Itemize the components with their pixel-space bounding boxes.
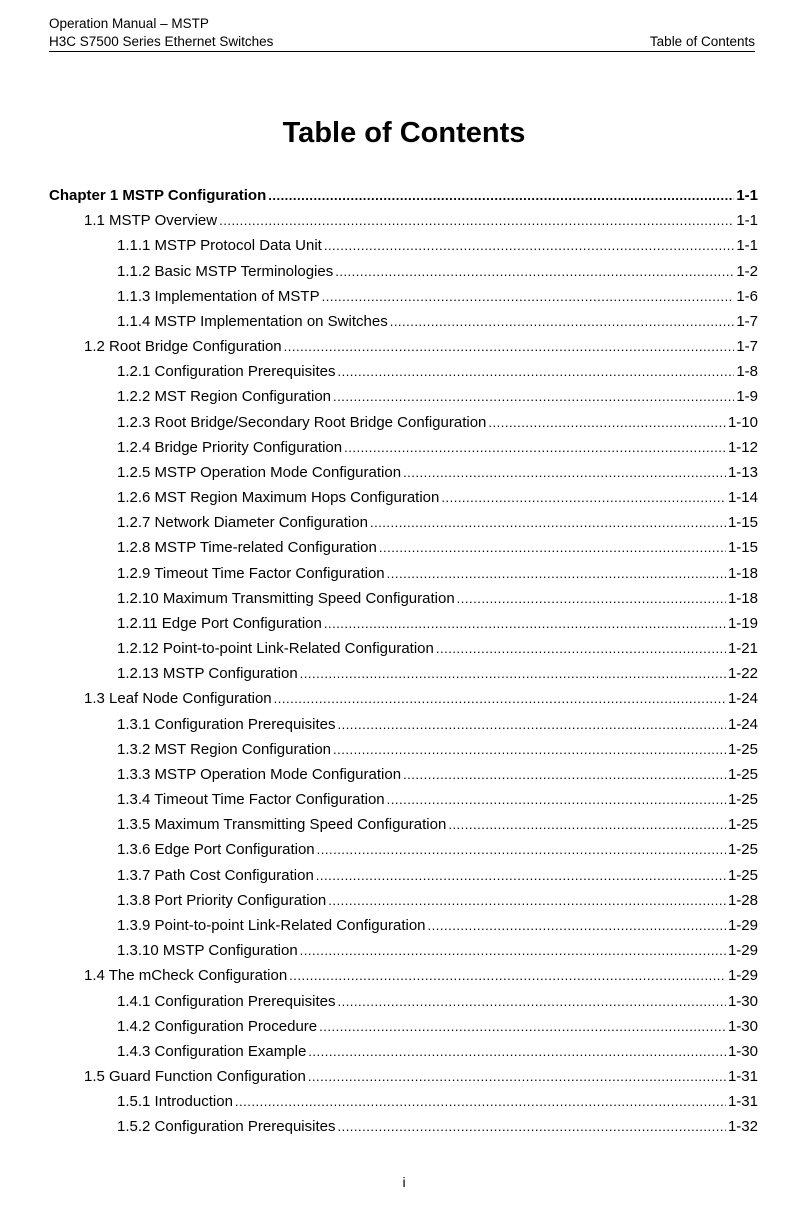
toc-entry[interactable] xyxy=(49,816,758,841)
toc-entry-page: 1-21 xyxy=(727,640,758,658)
toc-dot-leader xyxy=(457,591,726,606)
header-line-2 xyxy=(49,34,755,50)
toc-entry-label: 1.3.8 Port Priority Configuration xyxy=(117,891,327,909)
toc-entry-page: 1-8 xyxy=(736,363,758,381)
toc-entry-page: 1-30 xyxy=(727,992,758,1010)
toc-entry-page: 1-25 xyxy=(727,740,758,758)
toc-entry-page: 1-25 xyxy=(727,841,758,859)
toc-entry-page: 1-18 xyxy=(727,589,758,607)
toc-entry[interactable] xyxy=(49,791,758,816)
toc-dot-leader xyxy=(316,868,726,883)
toc-dot-leader xyxy=(328,893,726,908)
toc-entry-label: 1.2.9 Timeout Time Factor Configuration xyxy=(117,564,385,582)
toc-entry-page: 1-15 xyxy=(727,539,758,557)
toc-entry[interactable] xyxy=(49,1068,758,1093)
toc-dot-leader xyxy=(387,566,726,581)
toc-entry-page: 1-31 xyxy=(727,1068,758,1086)
toc-dot-leader xyxy=(337,364,734,379)
toc-entry[interactable] xyxy=(49,615,758,640)
toc-entry-label: 1.2 Root Bridge Configuration xyxy=(84,338,282,356)
toc-dot-leader xyxy=(268,188,734,203)
toc-entry[interactable] xyxy=(49,263,758,288)
toc-entry-label: 1.3.3 MSTP Operation Mode Configuration xyxy=(117,765,402,783)
toc-entry-page: 1-13 xyxy=(727,463,758,481)
toc-dot-leader xyxy=(370,515,726,530)
toc-dot-leader xyxy=(488,415,726,430)
toc-entry-label: 1.3.2 MST Region Configuration xyxy=(117,740,332,758)
toc-entry-page: 1-25 xyxy=(727,791,758,809)
toc-entry-page: 1-19 xyxy=(727,614,758,632)
toc-entry-label: 1.3.4 Timeout Time Factor Configuration xyxy=(117,791,385,809)
toc-dot-leader xyxy=(333,389,734,404)
toc-entry-label: 1.2.4 Bridge Priority Configuration xyxy=(117,438,343,456)
header-product-name: H3C S7500 Series Ethernet Switches xyxy=(49,34,274,49)
toc-entry[interactable] xyxy=(49,690,758,715)
toc-entry-label: 1.2.11 Edge Port Configuration xyxy=(117,614,322,632)
toc-entry-label: 1.2.5 MSTP Operation Mode Configuration xyxy=(117,463,402,481)
toc-dot-leader xyxy=(441,490,726,505)
toc-entry[interactable] xyxy=(49,489,758,514)
toc-entry-page: 1-29 xyxy=(727,942,758,960)
toc-entry[interactable] xyxy=(49,716,758,741)
header-section-name: Table of Contents xyxy=(649,34,755,49)
toc-dot-leader xyxy=(337,717,726,732)
toc-entry-label: 1.3 Leaf Node Configuration xyxy=(84,690,272,708)
toc-entry-label: 1.1.1 MSTP Protocol Data Unit xyxy=(117,237,322,255)
toc-entry[interactable] xyxy=(49,1093,758,1118)
toc-entry-label: 1.2.3 Root Bridge/Secondary Root Bridge Configuration xyxy=(117,413,487,431)
toc-entry-label: 1.3.6 Edge Port Configuration xyxy=(117,841,315,859)
toc-dot-leader xyxy=(317,842,726,857)
table-of-contents xyxy=(49,187,758,1144)
toc-dot-leader xyxy=(335,264,734,279)
toc-dot-leader xyxy=(289,968,726,983)
toc-dot-leader xyxy=(337,994,726,1009)
toc-entry-page: 1-7 xyxy=(736,338,758,356)
toc-entry-label: Chapter 1 MSTP Configuration xyxy=(49,187,267,204)
toc-entry[interactable] xyxy=(49,363,758,388)
toc-entry-page: 1-14 xyxy=(727,489,758,507)
toc-entry-page: 1-2 xyxy=(736,262,758,280)
toc-entry[interactable] xyxy=(49,942,758,967)
toc-entry-label: 1.3.1 Configuration Prerequisites xyxy=(117,715,336,733)
toc-entry-label: 1.3.10 MSTP Configuration xyxy=(117,942,298,960)
toc-entry-page: 1-29 xyxy=(727,967,758,985)
toc-entry[interactable] xyxy=(49,766,758,791)
toc-dot-leader xyxy=(337,1119,726,1134)
toc-entry-page: 1-25 xyxy=(727,816,758,834)
toc-entry-label: 1.2.7 Network Diameter Configuration xyxy=(117,514,368,532)
toc-entry-label: 1.4.2 Configuration Procedure xyxy=(117,1017,318,1035)
toc-entry[interactable] xyxy=(49,388,758,413)
toc-entry[interactable] xyxy=(49,917,758,942)
toc-entry-page: 1-1 xyxy=(736,212,758,230)
toc-entry[interactable] xyxy=(49,841,758,866)
toc-entry-label: 1.4.3 Configuration Example xyxy=(117,1042,307,1060)
toc-dot-leader xyxy=(308,1044,726,1059)
toc-entry[interactable] xyxy=(49,590,758,615)
toc-entry-label: 1.3.7 Path Cost Configuration xyxy=(117,866,314,884)
toc-entry-page: 1-1 xyxy=(736,187,758,204)
page-title: Table of Contents xyxy=(282,117,526,149)
toc-entry[interactable] xyxy=(49,1043,758,1068)
toc-entry[interactable] xyxy=(49,741,758,766)
toc-dot-leader xyxy=(333,742,726,757)
toc-entry[interactable] xyxy=(49,288,758,313)
toc-entry-label: 1.1 MSTP Overview xyxy=(84,212,218,230)
header-manual-title: Operation Manual – MSTP xyxy=(49,16,209,31)
toc-entry-label: 1.4.1 Configuration Prerequisites xyxy=(117,992,336,1010)
toc-entry[interactable] xyxy=(49,1018,758,1043)
toc-entry-page: 1-24 xyxy=(727,690,758,708)
toc-entry-label: 1.5.2 Configuration Prerequisites xyxy=(117,1118,336,1136)
toc-entry[interactable] xyxy=(49,867,758,892)
toc-dot-leader xyxy=(308,1069,726,1084)
toc-entry-page: 1-24 xyxy=(727,715,758,733)
toc-entry[interactable] xyxy=(49,514,758,539)
toc-entry[interactable] xyxy=(49,892,758,917)
toc-dot-leader xyxy=(448,817,726,832)
toc-entry[interactable] xyxy=(49,565,758,590)
toc-entry-label: 1.2.13 MSTP Configuration xyxy=(117,665,298,683)
toc-entry[interactable] xyxy=(49,212,758,237)
toc-entry-page: 1-28 xyxy=(727,891,758,909)
toc-entry-label: 1.4 The mCheck Configuration xyxy=(84,967,288,985)
toc-entry-page: 1-7 xyxy=(736,312,758,330)
toc-entry[interactable] xyxy=(49,464,758,489)
toc-dot-leader xyxy=(319,1019,726,1034)
toc-entry-label: 1.5 Guard Function Configuration xyxy=(84,1068,306,1086)
toc-entry-label: 1.1.4 MSTP Implementation on Switches xyxy=(117,312,388,330)
toc-dot-leader xyxy=(284,339,735,354)
toc-entry-page: 1-29 xyxy=(727,916,758,934)
toc-dot-leader xyxy=(390,314,735,329)
toc-entry-label: 1.2.8 MSTP Time-related Configuration xyxy=(117,539,377,557)
toc-entry-label: 1.2.6 MST Region Maximum Hops Configuration xyxy=(117,489,440,507)
toc-dot-leader xyxy=(324,616,726,631)
toc-entry[interactable] xyxy=(49,967,758,992)
toc-dot-leader xyxy=(403,767,726,782)
toc-entry-page: 1-25 xyxy=(727,866,758,884)
toc-dot-leader xyxy=(379,540,726,555)
toc-dot-leader xyxy=(300,666,726,681)
toc-dot-leader xyxy=(324,238,734,253)
toc-entry-page: 1-1 xyxy=(736,237,758,255)
toc-entry-page: 1-30 xyxy=(727,1042,758,1060)
toc-entry-label: 1.5.1 Introduction xyxy=(117,1093,233,1111)
toc-dot-leader xyxy=(235,1094,726,1109)
toc-entry-page: 1-12 xyxy=(727,438,758,456)
page-number: i xyxy=(402,1174,406,1190)
toc-entry-page: 1-9 xyxy=(736,388,758,406)
toc-entry-page: 1-15 xyxy=(727,514,758,532)
toc-entry[interactable] xyxy=(49,1118,758,1143)
toc-entry[interactable] xyxy=(49,187,758,212)
toc-dot-leader xyxy=(300,943,726,958)
toc-entry-label: 1.3.5 Maximum Transmitting Speed Configuration xyxy=(117,816,447,834)
toc-dot-leader xyxy=(274,691,726,706)
toc-entry-page: 1-30 xyxy=(727,1017,758,1035)
toc-entry-page: 1-22 xyxy=(727,665,758,683)
toc-entry[interactable] xyxy=(49,640,758,665)
toc-entry[interactable] xyxy=(49,993,758,1018)
toc-dot-leader xyxy=(344,440,726,455)
toc-entry-page: 1-18 xyxy=(727,564,758,582)
toc-dot-leader xyxy=(403,465,726,480)
toc-dot-leader xyxy=(436,641,726,656)
toc-entry[interactable] xyxy=(49,539,758,564)
toc-entry-label: 1.1.3 Implementation of MSTP xyxy=(117,287,320,305)
header-rule xyxy=(49,51,755,52)
toc-dot-leader xyxy=(322,289,735,304)
toc-entry-label: 1.2.2 MST Region Configuration xyxy=(117,388,332,406)
toc-entry[interactable] xyxy=(49,338,758,363)
toc-entry-label: 1.2.10 Maximum Transmitting Speed Configuration xyxy=(117,589,455,607)
toc-entry-label: 1.2.12 Point-to-point Link-Related Configuration xyxy=(117,640,434,658)
toc-entry-label: 1.2.1 Configuration Prerequisites xyxy=(117,363,336,381)
toc-dot-leader xyxy=(428,918,726,933)
toc-entry-page: 1-6 xyxy=(736,287,758,305)
toc-entry-label: 1.3.9 Point-to-point Link-Related Configuration xyxy=(117,916,426,934)
toc-entry[interactable] xyxy=(49,439,758,464)
toc-entry[interactable] xyxy=(49,665,758,690)
toc-entry-page: 1-31 xyxy=(727,1093,758,1111)
toc-entry-page: 1-25 xyxy=(727,765,758,783)
toc-entry[interactable] xyxy=(49,414,758,439)
toc-entry-label: 1.1.2 Basic MSTP Terminologies xyxy=(117,262,334,280)
toc-dot-leader xyxy=(219,213,734,228)
toc-entry-page: 1-32 xyxy=(727,1118,758,1136)
toc-entry-page: 1-10 xyxy=(727,413,758,431)
toc-entry[interactable] xyxy=(49,237,758,262)
toc-dot-leader xyxy=(387,792,726,807)
toc-entry[interactable] xyxy=(49,313,758,338)
